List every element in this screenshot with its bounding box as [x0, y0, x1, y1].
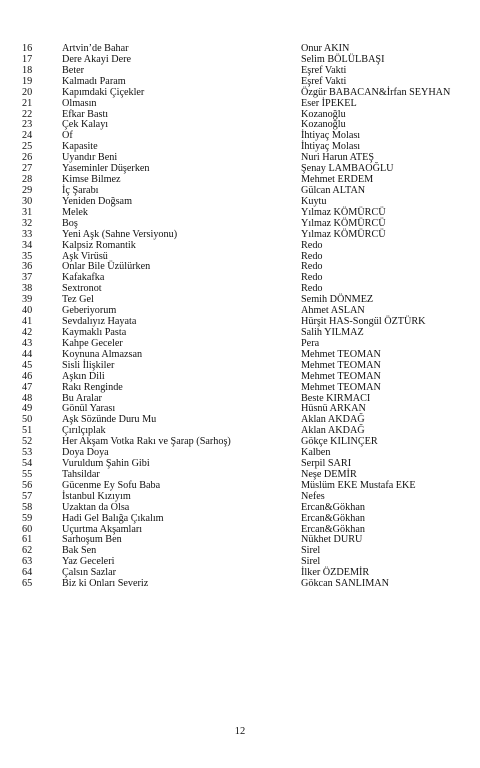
artist-name: Gökçe KILINÇER [301, 436, 378, 448]
artist-name: Mehmet TEOMAN [301, 370, 381, 382]
track-number: 50 [22, 414, 33, 426]
track-number: 20 [22, 86, 33, 98]
artist-name: Mehmet TEOMAN [301, 348, 381, 360]
page-number: 12 [234, 726, 246, 737]
track-number: 23 [22, 119, 33, 131]
artist-name: Mehmet ERDEM [301, 174, 374, 186]
list-item [0, 88, 480, 99]
artist-name: Redo [301, 261, 323, 273]
artist-name: Nefes [301, 490, 325, 502]
artist-name: Ercan&Gökhan [301, 512, 365, 524]
list-item [0, 503, 480, 514]
track-number: 18 [22, 64, 33, 76]
artist-name: Aklan AKDAĞ [301, 414, 365, 426]
song-title: Koynuna Almazsan [62, 348, 143, 360]
song-title: Bak Sen [62, 545, 97, 557]
artist-name: İhtiyaç Molası [301, 130, 361, 142]
song-title: Sarhoşum Ben [62, 534, 122, 546]
song-title: Kapımdaki Çiçekler [62, 86, 145, 98]
artist-name: Ercan&Gökhan [301, 523, 365, 535]
track-number: 47 [22, 381, 33, 393]
artist-name: Onur AKIN [301, 43, 350, 54]
track-number: 55 [22, 468, 33, 480]
artist-name: Nuri Harun ATEŞ [301, 152, 375, 164]
artist-name: Hürşit HAS-Songül ÖZTÜRK [301, 316, 426, 328]
song-title: Biz ki Onları Severiz [62, 578, 149, 590]
track-number: 29 [22, 184, 33, 196]
artist-name: Semih DÖNMEZ [301, 294, 374, 306]
song-title: Yeni Aşk (Sahne Versiyonu) [62, 228, 178, 240]
artist-name: Eser İPEKEL [301, 97, 357, 109]
list-item [0, 241, 480, 252]
song-title: Çırılçıplak [62, 425, 106, 437]
artist-name: Kozanoğlu [301, 119, 346, 131]
artist-name: Aklan AKDAĞ [301, 425, 365, 437]
song-title: Geberiyorum [62, 305, 117, 317]
artist-name: Ahmet ASLAN [301, 305, 365, 317]
artist-name: Redo [301, 272, 323, 284]
song-title: Beter [62, 64, 85, 76]
artist-name: Yılmaz KÖMÜRCÜ [301, 228, 386, 240]
song-title: Vuruldum Şahin Gibi [62, 458, 150, 470]
track-list [0, 44, 480, 590]
song-title: Kimse Bilmez [62, 174, 121, 186]
artist-name: Sirel [301, 545, 321, 557]
track-number: 52 [22, 436, 33, 448]
track-number: 30 [22, 195, 33, 207]
song-title: Boş [62, 217, 78, 229]
song-title: Yaz Geceleri [62, 556, 115, 568]
track-number: 54 [22, 458, 33, 470]
artist-name: Müslüm EKE Mustafa EKE [301, 479, 416, 491]
track-number: 40 [22, 305, 33, 317]
track-number: 63 [22, 556, 33, 568]
artist-name: Eşref Vakti [301, 75, 347, 87]
artist-name: Pera [301, 337, 320, 349]
artist-name: Redo [301, 283, 323, 295]
song-title: Uyandır Beni [62, 152, 118, 164]
track-number: 43 [22, 337, 33, 349]
song-title: Tahsildar [62, 468, 100, 480]
track-number: 17 [22, 53, 33, 65]
track-number: 22 [22, 108, 33, 120]
artist-name: Redo [301, 239, 323, 251]
track-number: 31 [22, 206, 33, 218]
artist-name: Şenay LAMBAOĞLU [301, 163, 394, 175]
artist-name: Redo [301, 250, 323, 262]
song-title: Bu Aralar [62, 392, 102, 404]
track-number: 21 [22, 97, 33, 109]
song-title: Kalpsiz Romantik [62, 239, 136, 251]
track-number: 26 [22, 152, 33, 164]
song-title: Çek Kalayı [62, 119, 109, 131]
artist-name: Sirel [301, 556, 321, 568]
track-number: 62 [22, 545, 33, 557]
track-number: 44 [22, 348, 33, 360]
track-number: 64 [22, 567, 33, 579]
artist-name: Eşref Vakti [301, 64, 347, 76]
artist-name: Neşe DEMİR [301, 468, 357, 480]
song-title: Çalsın Sazlar [62, 567, 117, 579]
artist-name: Gökcan SANLIMAN [301, 578, 389, 590]
song-title: Aşkın Dili [62, 370, 105, 382]
track-number: 32 [22, 217, 33, 229]
song-title: Kaymaklı Pasta [62, 326, 127, 338]
track-number: 39 [22, 294, 33, 306]
song-title: Sisli İlişkiler [62, 359, 115, 371]
track-number: 28 [22, 174, 33, 186]
song-title: Efkar Bastı [62, 108, 109, 120]
track-number: 61 [22, 534, 33, 546]
song-title: Sextronot [62, 283, 102, 295]
song-title: Onlar Bile Üzülürken [62, 261, 151, 273]
song-title: Rakı Renginde [62, 381, 123, 393]
song-title: Kapasite [62, 141, 98, 153]
list-item [0, 372, 480, 383]
track-number: 25 [22, 141, 33, 153]
track-number: 58 [22, 501, 33, 513]
track-number: 24 [22, 130, 33, 142]
song-title: Artvin’de Bahar [62, 43, 129, 54]
song-title: Kalmadı Param [62, 75, 126, 87]
song-title: Tez Gel [62, 294, 94, 306]
song-title: Her Akşam Votka Rakı ve Şarap (Sarhoş) [62, 436, 231, 448]
track-number: 42 [22, 326, 33, 338]
artist-name: Mehmet TEOMAN [301, 381, 381, 393]
list-item [0, 99, 480, 110]
track-number: 59 [22, 512, 33, 524]
track-number: 38 [22, 283, 33, 295]
artist-name: Beste KIRMACI [301, 392, 371, 404]
track-number: 33 [22, 228, 33, 240]
list-item [0, 230, 480, 241]
track-number: 51 [22, 425, 33, 437]
track-number: 49 [22, 403, 33, 415]
list-item [0, 514, 480, 525]
track-number: 53 [22, 447, 33, 459]
track-number: 37 [22, 272, 33, 284]
song-title: Gücenme Ey Sofu Baba [62, 479, 161, 491]
track-number: 41 [22, 316, 33, 328]
song-title: Gönül Yarası [62, 403, 116, 415]
artist-name: İlker ÖZDEMİR [301, 567, 370, 579]
song-title: Doya Doya [62, 447, 109, 459]
track-number: 46 [22, 370, 33, 382]
track-number: 65 [22, 578, 33, 590]
artist-name: Mehmet TEOMAN [301, 359, 381, 371]
artist-name: Kuytu [301, 195, 327, 207]
track-number: 27 [22, 163, 33, 175]
song-title: İstanbul Kızıyım [62, 490, 131, 502]
song-title: Uzaktan da Olsa [62, 501, 130, 513]
song-title: İç Şarabı [62, 184, 99, 196]
artist-name: Salih YILMAZ [301, 326, 364, 338]
song-title: Hadi Gel Balığa Çıkalım [62, 512, 164, 524]
song-title: Aşk Virüsü [62, 250, 108, 262]
artist-name: Kalben [301, 447, 331, 459]
song-title: Dere Akayi Dere [62, 53, 132, 65]
track-number: 48 [22, 392, 33, 404]
artist-name: Serpil SARI [301, 458, 352, 470]
artist-name: Yılmaz KÖMÜRCÜ [301, 217, 386, 229]
song-title: Aşk Sözünde Duru Mu [62, 414, 157, 426]
song-title: Uçurtma Akşamları [62, 523, 143, 535]
song-title: Olmasın [62, 97, 97, 109]
list-item [0, 579, 480, 590]
artist-name: Gülcan ALTAN [301, 184, 366, 196]
track-number: 34 [22, 239, 33, 251]
track-number: 57 [22, 490, 33, 502]
song-title: Sevdalıyız Hayata [62, 316, 137, 328]
list-item [0, 383, 480, 394]
song-title: Of [62, 130, 73, 142]
track-number: 16 [22, 43, 33, 54]
artist-name: Selim BÖLÜLBAŞI [301, 53, 385, 65]
track-number: 36 [22, 261, 33, 273]
track-number: 19 [22, 75, 33, 87]
artist-name: Kozanoğlu [301, 108, 346, 120]
song-title: Yaseminler Düşerken [62, 163, 150, 175]
artist-name: Ercan&Gökhan [301, 501, 365, 513]
artist-name: İhtiyaç Molası [301, 141, 361, 153]
song-title: Yeniden Doğsam [62, 195, 132, 207]
song-title: Kafakafka [62, 272, 105, 284]
artist-name: Yılmaz KÖMÜRCÜ [301, 206, 386, 218]
artist-name: Nükhet DURU [301, 534, 363, 546]
song-title: Kahpe Geceler [62, 337, 123, 349]
track-number: 56 [22, 479, 33, 491]
artist-name: Hüsnü ARKAN [301, 403, 366, 415]
track-number: 35 [22, 250, 33, 262]
track-number: 45 [22, 359, 33, 371]
song-title: Melek [62, 206, 89, 218]
artist-name: Özgür BABACAN&İrfan SEYHAN [301, 86, 451, 98]
track-number: 60 [22, 523, 33, 535]
